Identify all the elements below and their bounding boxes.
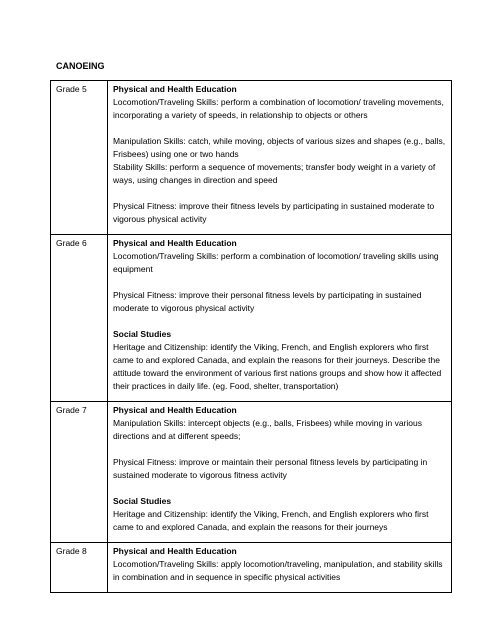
outcome-text: Physical Fitness: improve their fitness levels by participating in sustained moderate to vigorous physical activity <box>113 201 435 224</box>
section-spacer <box>113 315 447 328</box>
curriculum-table-body <box>51 81 452 593</box>
outcome-text: Locomotion/Traveling Skills: apply locomotion/traveling, manipulation, and stability skills in combination and in sequence in specific physical activities <box>113 559 443 582</box>
section-spacer <box>113 482 447 495</box>
subject-heading: Social Studies <box>113 329 172 339</box>
grade-content <box>108 543 452 593</box>
grade-label: Grade 7 <box>51 402 108 543</box>
outcome-text: Physical Fitness: improve their personal fitness levels by participating in sustained moderate to vigorous physical activity <box>113 290 422 313</box>
grade-content <box>108 235 452 402</box>
grade-row <box>51 402 452 543</box>
grade-row <box>51 543 452 593</box>
curriculum-table <box>50 80 452 593</box>
outcome-text: Stability Skills: perform a sequence of movements; transfer body weight in a variety of ways, using changes in direction and speed <box>113 162 436 185</box>
subject-heading: Physical and Health Education <box>113 238 237 248</box>
grade-row <box>51 81 452 235</box>
grade-label: Grade 6 <box>51 235 108 402</box>
outcome-text: Physical Fitness: improve or maintain their personal fitness levels by participating in sustained moderate to vigorous fitness activity <box>113 457 428 480</box>
grade-row <box>51 235 452 402</box>
outcome-text: Locomotion/Traveling Skills: perform a combination of locomotion/ traveling skills using equipment <box>113 251 439 274</box>
subject-heading: Social Studies <box>113 496 172 506</box>
subject-heading: Physical and Health Education <box>113 546 237 556</box>
outcome-text: Manipulation Skills: intercept objects (e.g., balls, Frisbees) while moving in various directions and at different speeds; <box>113 418 422 441</box>
grade-label: Grade 5 <box>51 81 108 235</box>
outcome-text: Manipulation Skills: catch, while moving, objects of various sizes and shapes (e.g., balls, Frisbees) using one or two hands <box>113 136 446 159</box>
paragraph-spacer <box>113 187 447 200</box>
paragraph-spacer <box>113 122 447 135</box>
grade-content <box>108 81 452 235</box>
grade-content <box>108 402 452 543</box>
outcome-text: Heritage and Citizenship: identify the Viking, French, and English explorers who first came to and explored Canada, and explain the reasons for their journeys <box>113 509 429 532</box>
subject-heading: Physical and Health Education <box>113 84 237 94</box>
paragraph-spacer <box>113 443 447 456</box>
document-title: CANOEING <box>56 61 105 71</box>
grade-label: Grade 8 <box>51 543 108 593</box>
outcome-text: Locomotion/Traveling Skills: perform a combination of locomotion/ traveling movements, incorporating a variety of speeds, in relationship to objects or others <box>113 97 444 120</box>
paragraph-spacer <box>113 276 447 289</box>
outcome-text: Heritage and Citizenship: identify the Viking, French, and English explorers who first came to and explored Canada, and explain the reasons for their journeys. Describe the attitude toward the environment of various first nations groups and show how it affected their practices in daily life. (eg. Food, shelter, transportation) <box>113 342 442 391</box>
subject-heading: Physical and Health Education <box>113 405 237 415</box>
